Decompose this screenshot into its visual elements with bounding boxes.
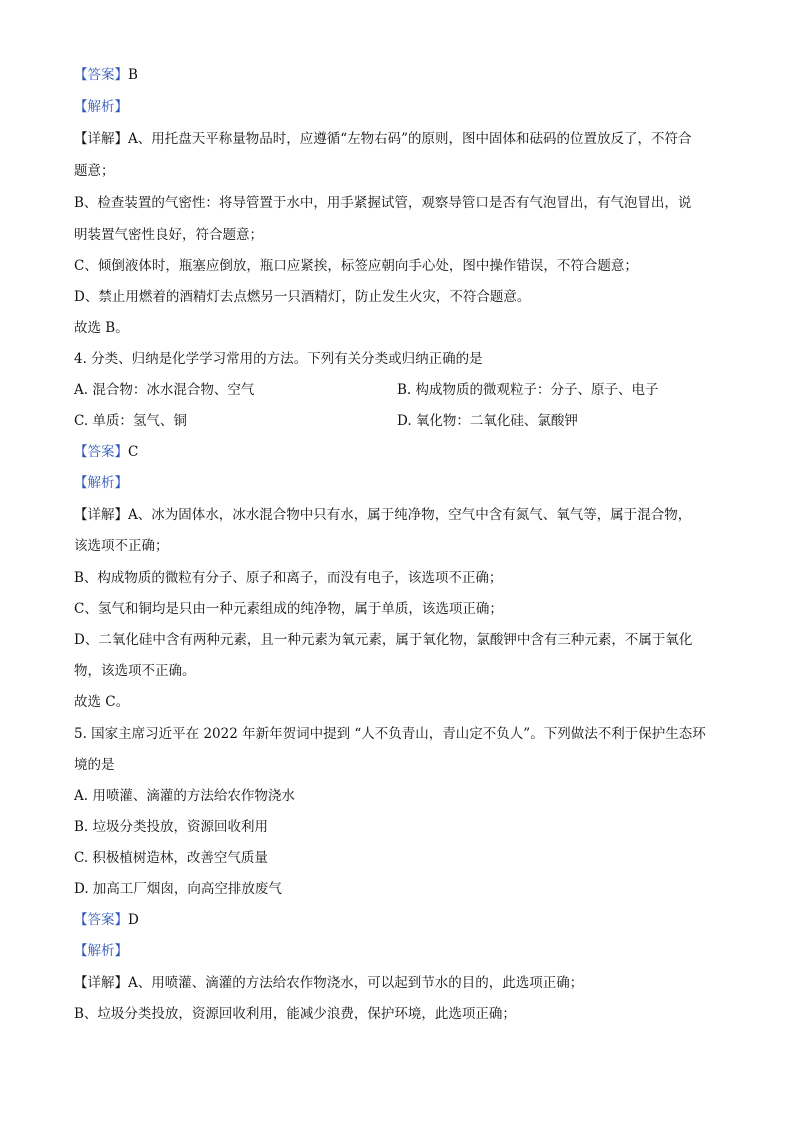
answer-value: C — [128, 444, 139, 460]
q3-detail-line — [74, 129, 692, 149]
detail-text: A、用喷灌、滴灌的方法给农作物浇水，可以起到节水的目的，此选项正确； — [128, 975, 584, 991]
detail-tag: 【详解】 — [74, 507, 128, 523]
answer-tag: 【答案】 — [74, 444, 128, 460]
q4-option-c-explanation: C、氢气和铜均是只由一种元素组成的纯净物，属于单质，该选项正确； — [74, 601, 503, 617]
q4-conclusion: 故选 C。 — [74, 694, 130, 710]
answer-value: D — [128, 912, 139, 928]
q4-analysis-line — [74, 473, 128, 493]
detail-tag: 【详解】 — [74, 131, 128, 147]
q4-option-d-explanation: D、二氧化硅中含有两种元素，且一种元素为氧元素，属于氧化物，氯酸钾中含有三种元素，不属于氧化 — [74, 632, 693, 648]
q3-answer-line — [74, 65, 138, 85]
q5-option-b: B. 垃圾分类投放，资源回收利用 — [74, 819, 269, 835]
answer-value: B — [128, 67, 138, 83]
q3-detail-line2: 题意； — [74, 163, 115, 179]
q4-option-b: B. 构成物质的微观粒子：分子、原子、电子 — [397, 382, 659, 398]
q3-analysis-line — [74, 97, 128, 117]
q4-option-a: A. 混合物：冰水混合物、空气 — [74, 382, 255, 398]
answer-tag: 【答案】 — [74, 912, 128, 928]
q5-detail-line — [74, 973, 583, 993]
q5-option-c: C. 积极植树造林，改善空气质量 — [74, 850, 268, 866]
analysis-tag: 【解析】 — [74, 475, 128, 491]
q5-option-d: D. 加高工厂烟囱，向高空排放废气 — [74, 881, 282, 897]
detail-tag: 【详解】 — [74, 975, 128, 991]
q5-analysis-line — [74, 941, 128, 961]
analysis-tag: 【解析】 — [74, 943, 128, 959]
q5-answer-line — [74, 910, 139, 930]
q5-stem: 5. 国家主席习近平在 2022 年新年贺词中提到 “人不负青山，青山定不负人”。下列做法不利于保护生态环 — [74, 726, 706, 742]
q3-option-c-explanation: C、倾倒液体时，瓶塞应倒放，瓶口应紧挨，标签应朝向手心处，图中操作错误，不符合题意； — [74, 258, 638, 274]
q5-option-b-explanation: B、垃圾分类投放，资源回收利用，能减少浪费，保护环境，此选项正确； — [74, 1006, 516, 1022]
q4-option-c: C. 单质：氢气、铜 — [74, 413, 187, 429]
q4-option-d-explanation-cont: 物，该选项不正确。 — [74, 663, 196, 679]
q4-detail-line2: 该选项不正确； — [74, 538, 169, 554]
q4-stem: 4. 分类、归纳是化学学习常用的方法。下列有关分类或归纳正确的是 — [74, 351, 483, 367]
analysis-tag: 【解析】 — [74, 99, 128, 115]
answer-tag: 【答案】 — [74, 67, 128, 83]
q3-option-b-explanation-cont: 明装置气密性良好，符合题意； — [74, 227, 263, 243]
q5-option-a: A. 用喷灌、滴灌的方法给农作物浇水 — [74, 788, 295, 804]
q4-option-b-explanation: B、构成物质的微粒有分子、原子和离子，而没有电子，该选项不正确； — [74, 570, 503, 586]
q3-conclusion: 故选 B。 — [74, 320, 129, 336]
detail-text: A、冰为固体水，冰水混合物中只有水，属于纯净物，空气中含有氮气、氧气等，属于混合物， — [128, 507, 692, 523]
q3-option-b-explanation: B、检查装置的气密性：将导管置于水中，用手紧握试管，观察导管口是否有气泡冒出，有气泡冒出，说 — [74, 195, 692, 211]
q4-option-d: D. 氧化物：二氧化硅、氯酸钾 — [397, 413, 578, 429]
q5-stem-cont: 境的是 — [74, 757, 115, 773]
q3-option-d-explanation: D、禁止用燃着的酒精灯去点燃另一只酒精灯，防止发生火灾，不符合题意。 — [74, 289, 531, 305]
detail-text: A、用托盘天平称量物品时，应遵循“左物右码”的原则，图中固体和砝码的位置放反了，不符合 — [128, 131, 692, 147]
q4-detail-line — [74, 505, 691, 525]
q4-answer-line — [74, 442, 138, 462]
